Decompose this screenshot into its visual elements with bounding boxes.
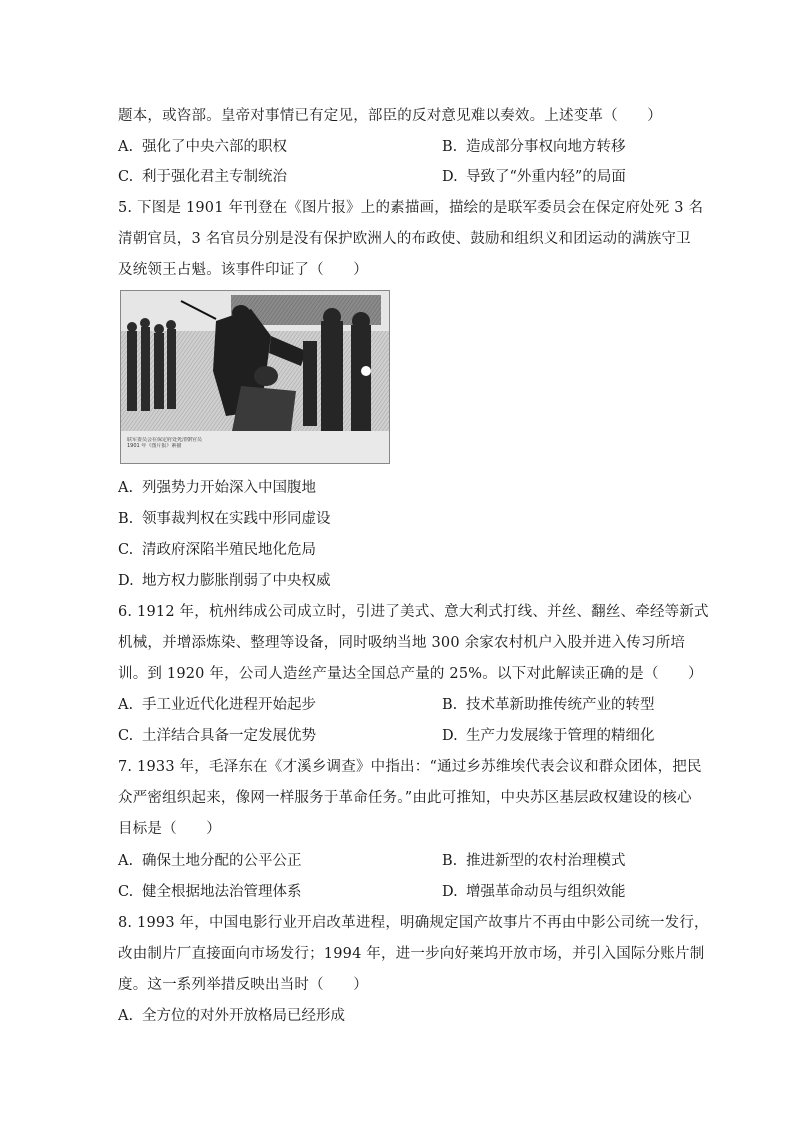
- q8-option-a[interactable]: [118, 1006, 345, 1026]
- q6-stem-line-3: 训。到 1920 年，公司人造丝产量达全国总产量的 25%。以下对此解读正确的是（ ）: [118, 666, 703, 682]
- caption-line-1: 联军委员会在保定府处死清朝官员: [127, 437, 203, 443]
- q4-option-d[interactable]: [442, 167, 626, 187]
- q6-option-b[interactable]: [442, 695, 655, 715]
- q7-option-d[interactable]: [442, 882, 626, 902]
- option-key: D.: [442, 728, 458, 744]
- q8-stem-line-2: 改由制片厂直接面向市场发行；1994 年，进一步向好莱坞开放市场，并引入国际分账片制: [118, 946, 705, 962]
- option-key: B.: [118, 511, 134, 527]
- q6-option-a[interactable]: [118, 695, 316, 715]
- q6-stem-line-2: 机械，并增添炼染、整理等设备，同时吸纳当地 300 余家农村机户入股并进入传习所培: [118, 635, 686, 651]
- option-key: D.: [442, 884, 458, 900]
- q5-option-c[interactable]: [118, 540, 316, 560]
- q4-option-c[interactable]: [118, 167, 287, 187]
- figure-caption: [127, 437, 382, 449]
- option-text: 领事裁判权在实践中形同虚设: [142, 511, 331, 527]
- q5-stem-line-1: 5. 下图是 1901 年刊登在《图片报》上的素描画，描绘的是联军委员会在保定府处死 3 名: [118, 200, 704, 216]
- option-text: 利于强化君主专制统治: [142, 169, 287, 185]
- q4-option-b[interactable]: [442, 137, 626, 157]
- option-text: 增强革命动员与组织效能: [466, 884, 626, 900]
- q5-stem-line-3: 及统领王占魁。该事件印证了（ ）: [118, 262, 368, 278]
- option-key: D.: [118, 573, 134, 589]
- option-text: 健全根据地法治管理体系: [142, 884, 302, 900]
- q6-option-c[interactable]: [118, 726, 316, 746]
- q7-stem-line-2: 众严密组织起来，像网一样服务于革命任务。”由此可推知，中央苏区基层政权建设的核心: [118, 790, 692, 806]
- option-key: D.: [442, 169, 458, 185]
- q7-stem-line-1: 7. 1933 年，毛泽东在《才溪乡调查》中指出：“通过乡苏维埃代表会议和群众团体，把民: [118, 759, 702, 775]
- q5-stem-line-2: 清朝官员，3 名官员分别是没有保护欧洲人的布政使、鼓励和组织义和团运动的满族守卫: [118, 231, 691, 247]
- q5-option-b[interactable]: [118, 509, 331, 529]
- option-key: C.: [118, 884, 134, 900]
- q8-stem-line-3: 度。这一系列举措反映出当时（ ）: [118, 977, 368, 993]
- q5-option-a[interactable]: [118, 478, 316, 498]
- q7-option-b[interactable]: [442, 851, 626, 871]
- option-text: 地方权力膨胀削弱了中央权威: [142, 573, 331, 589]
- q4-option-a[interactable]: [118, 137, 287, 157]
- option-text: 强化了中央六部的职权: [142, 139, 287, 155]
- q7-option-c[interactable]: [118, 882, 302, 902]
- option-key: B.: [442, 697, 458, 713]
- q7-stem-line-3: 目标是（ ）: [118, 821, 221, 837]
- q6-option-d[interactable]: [442, 726, 655, 746]
- option-text: 全方位的对外开放格局已经形成: [142, 1008, 345, 1024]
- option-key: A.: [118, 480, 134, 496]
- caption-line-2: 1901 年《图片报》素描: [127, 443, 182, 449]
- option-text: 造成部分事权向地方转移: [466, 139, 626, 155]
- option-text: 清政府深陷半殖民地化危局: [142, 542, 316, 558]
- option-key: C.: [118, 728, 134, 744]
- option-key: A.: [118, 139, 134, 155]
- option-text: 手工业近代化进程开始起步: [142, 697, 316, 713]
- q7-option-a[interactable]: [118, 851, 302, 871]
- option-text: 生产力发展缘于管理的精细化: [466, 728, 655, 744]
- option-text: 确保土地分配的公平公正: [142, 853, 302, 869]
- option-text: 导致了“外重内轻”的局面: [466, 169, 626, 185]
- q5-sketch-image: [120, 290, 390, 464]
- option-key: B.: [442, 853, 458, 869]
- q4-stem-tail: 题本，或咨部。皇帝对事情已有定见，部臣的反对意见难以奏效。上述变革（ ）: [118, 108, 662, 124]
- q5-option-d[interactable]: [118, 571, 331, 591]
- option-key: A.: [118, 697, 134, 713]
- option-text: 推进新型的农村治理模式: [466, 853, 626, 869]
- option-text: 土洋结合具备一定发展优势: [142, 728, 316, 744]
- option-text: 技术革新助推传统产业的转型: [466, 697, 655, 713]
- option-key: B.: [442, 139, 458, 155]
- option-key: A.: [118, 853, 134, 869]
- option-key: C.: [118, 169, 134, 185]
- q6-stem-line-1: 6. 1912 年，杭州纬成公司成立时，引进了美式、意大利式打线、并丝、翻丝、牵经等新式: [118, 604, 709, 620]
- option-key: A.: [118, 1008, 134, 1024]
- option-text: 列强势力开始深入中国腹地: [142, 480, 316, 496]
- option-key: C.: [118, 542, 134, 558]
- q8-stem-line-1: 8. 1993 年，中国电影行业开启改革进程，明确规定国产故事片不再由中影公司统一发行，: [118, 915, 709, 931]
